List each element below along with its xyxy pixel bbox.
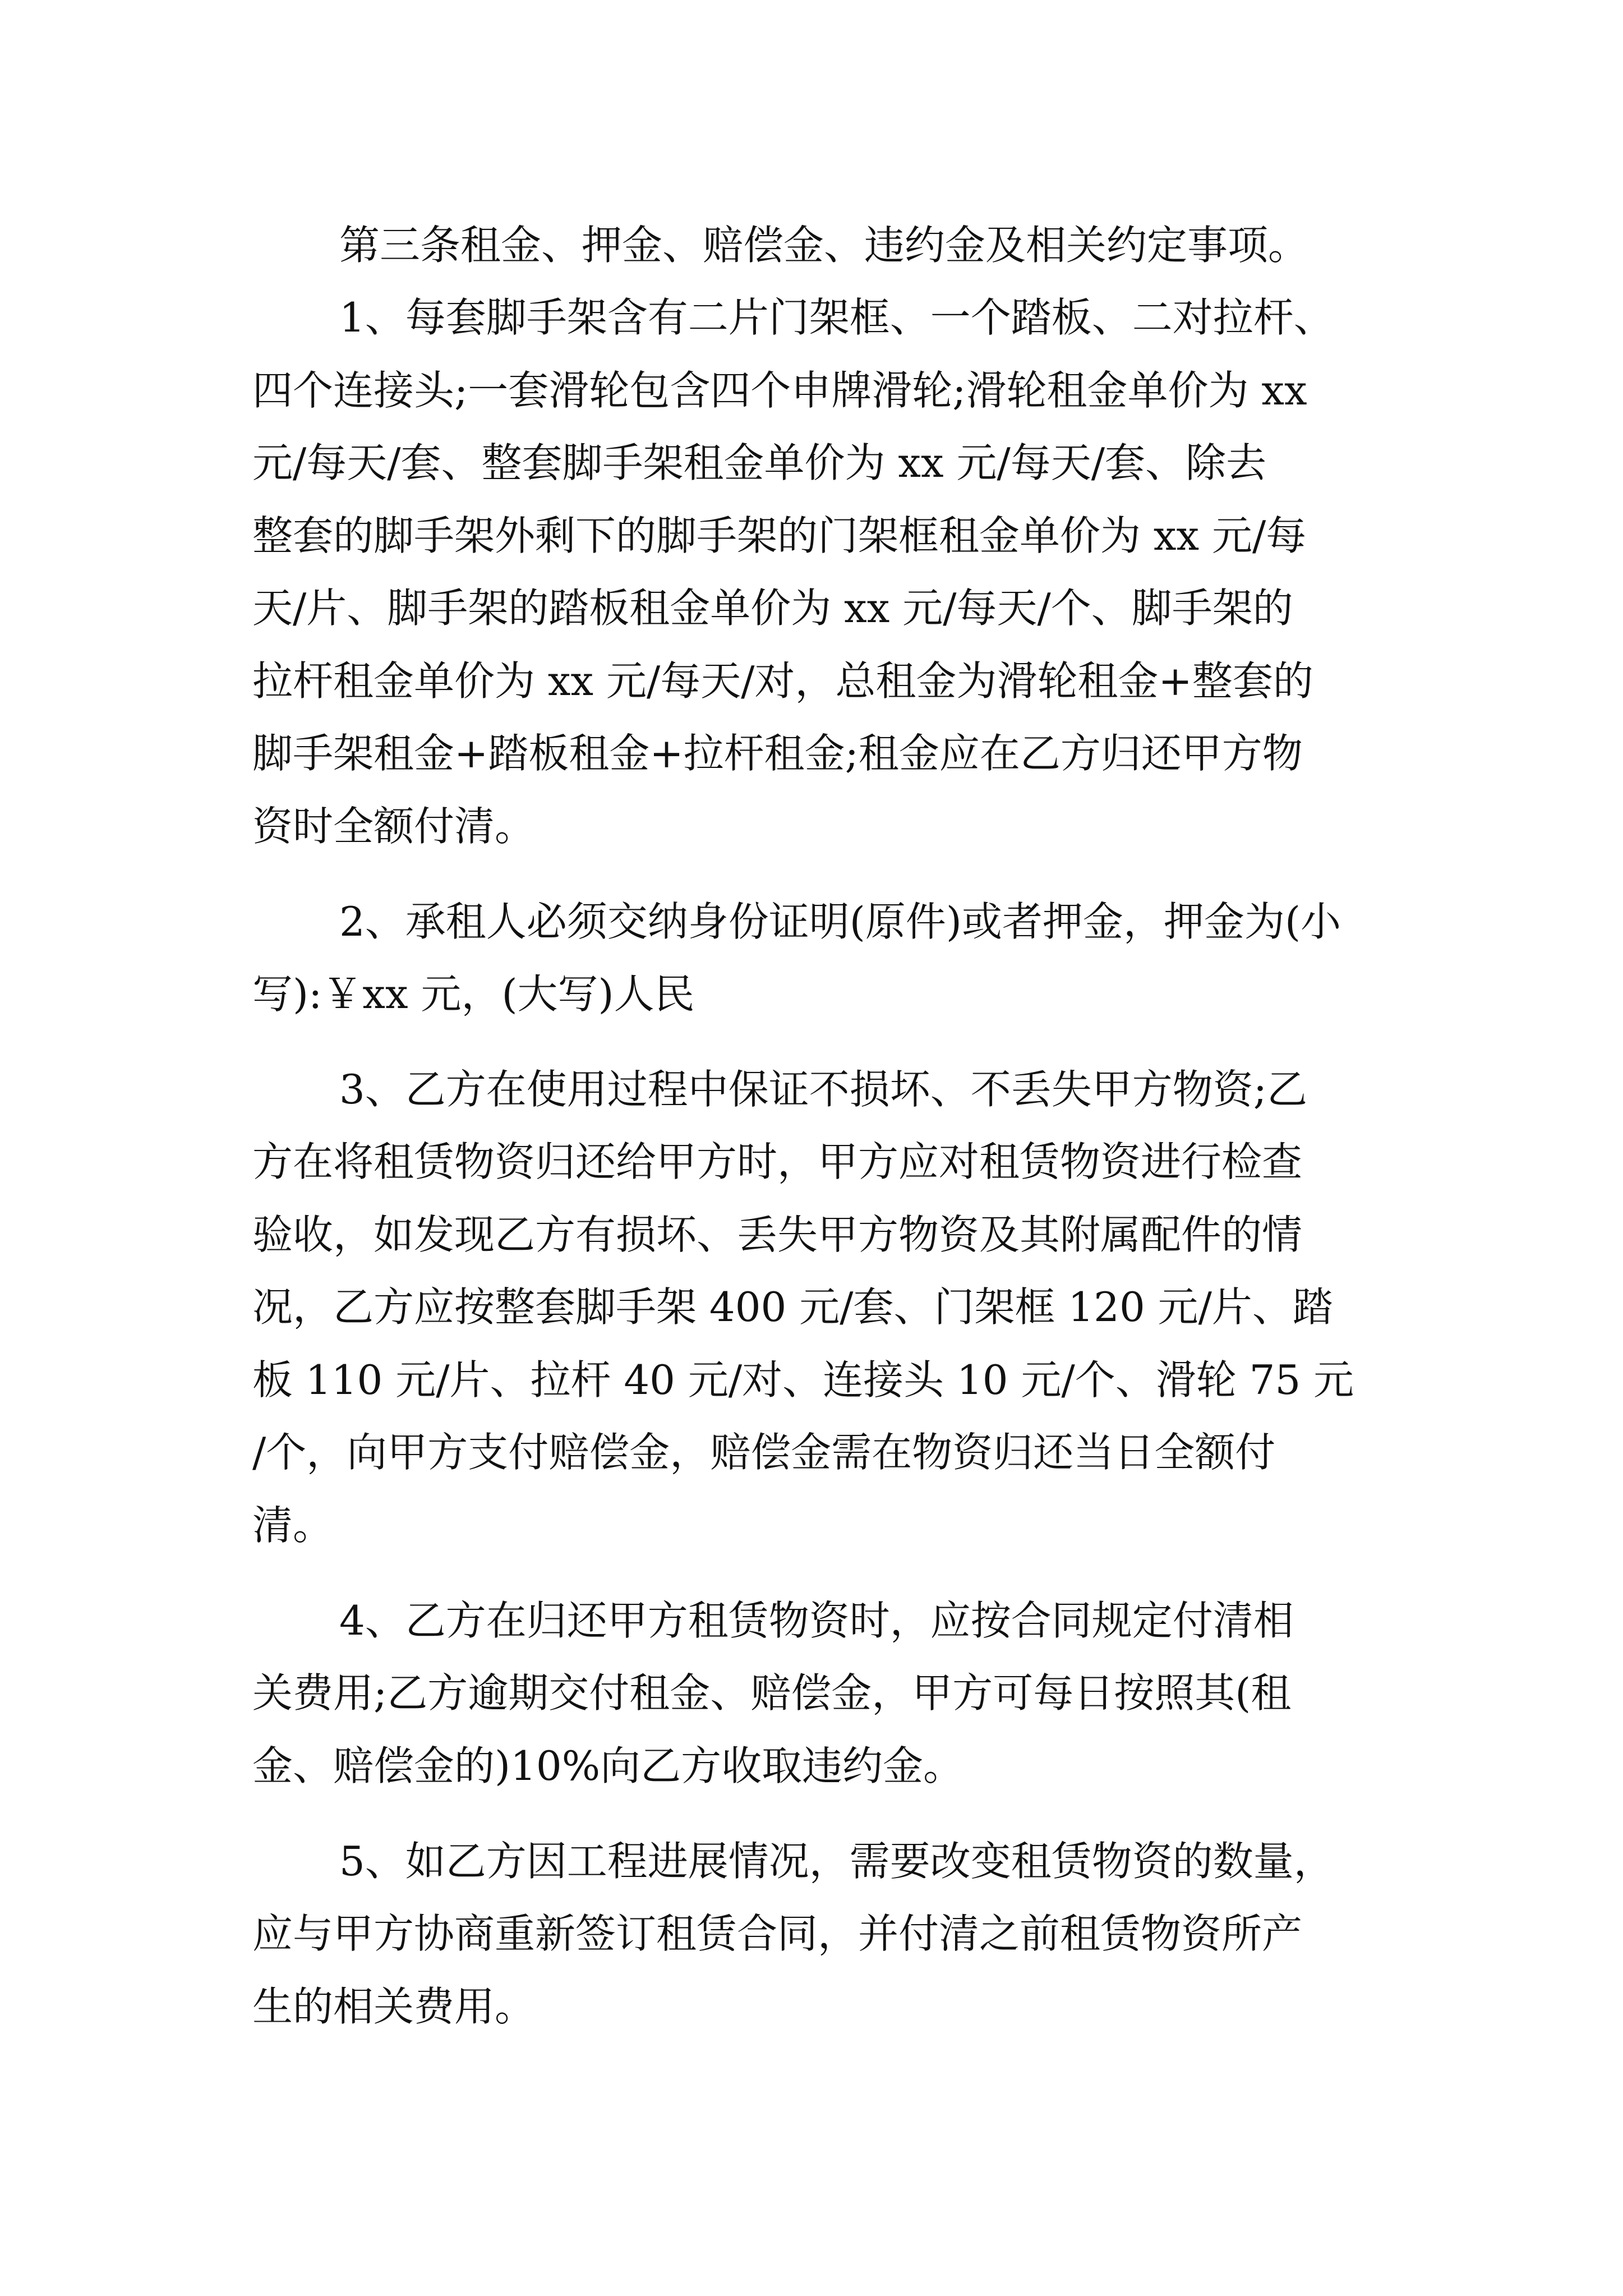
text-line: 金、赔偿金的)10%向乙方收取违约金。 [252,1742,964,1789]
text-line: 方在将租赁物资归还给甲方时，甲方应对租赁物资进行检查 [252,1138,1303,1185]
text-line: 生的相关费用。 [252,1983,536,2030]
text-line: 验收，如发现乙方有损坏、丢失甲方物资及其附属配件的情 [252,1211,1303,1258]
text-line: 1、每套脚手架含有二片门架框、一个踏板、二对拉杆、 [339,294,1334,341]
text-line: 第三条租金、押金、赔偿金、违约金及相关约定事项。 [339,222,1309,269]
text-line: 写):￥xx 元，(大写)人民 [252,970,695,1018]
text-line: 5、如乙方因工程进展情况，需要改变租赁物资的数量， [339,1838,1334,1885]
text-line: 资时全额付清。 [252,803,536,850]
text-line: 板 110 元/片、拉杆 40 元/对、连接头 10 元/个、滑轮 75 元 [252,1356,1354,1404]
text-line: 拉杆租金单价为 xx 元/每天/对，总租金为滑轮租金+整套的 [252,657,1313,705]
text-line: 天/片、脚手架的踏板租金单价为 xx 元/每天/个、脚手架的 [252,585,1293,632]
text-line: 元/每天/套、整套脚手架租金单价为 xx 元/每天/套、除去 [252,439,1267,486]
text-line: /个，向甲方支付赔偿金，赔偿金需在物资归还当日全额付 [252,1429,1276,1476]
text-line: 脚手架租金+踏板租金+拉杆租金;租金应在乙方归还甲方物 [252,730,1303,777]
text-line: 清。 [252,1502,334,1549]
text-line: 整套的脚手架外剩下的脚手架的门架框租金单价为 xx 元/每 [252,512,1307,559]
text-line: 四个连接头;一套滑轮包含四个申牌滑轮;滑轮租金单价为 xx [252,367,1307,414]
text-line: 2、承租人必须交纳身份证明(原件)或者押金，押金为(小 [339,898,1341,945]
text-line: 况，乙方应按整套脚手架 400 元/套、门架框 120 元/片、踏 [252,1283,1333,1331]
text-line: 3、乙方在使用过程中保证不损坏、不丢失甲方物资;乙 [339,1066,1308,1113]
text-line: 应与甲方协商重新签订租赁合同，并付清之前租赁物资所产 [252,1910,1303,1957]
text-line: 关费用;乙方逾期交付租金、赔偿金，甲方可每日按照其(租 [252,1669,1292,1717]
text-line: 4、乙方在归还甲方租赁物资时，应按合同规定付清相 [339,1597,1294,1644]
